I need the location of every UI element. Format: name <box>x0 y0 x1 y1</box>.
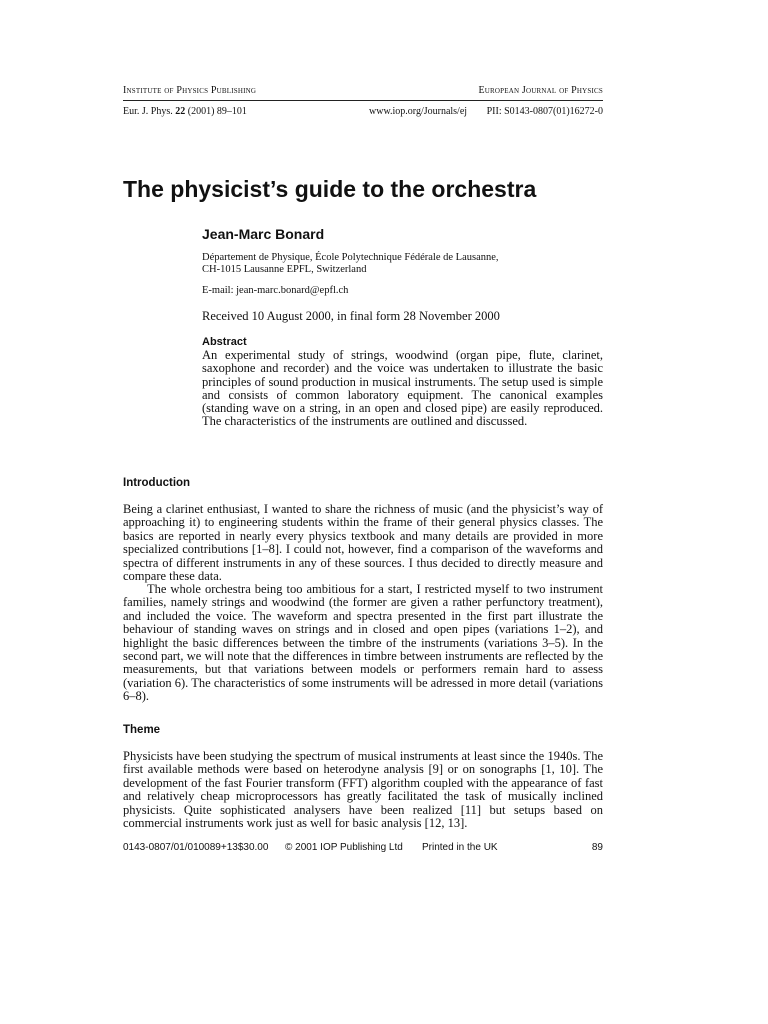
introduction-heading: Introduction <box>123 477 191 489</box>
received-dates: Received 10 August 2000, in final form 28 November 2000 <box>202 309 500 323</box>
footer-printed: Printed in the UK <box>422 842 498 853</box>
journal-url[interactable]: www.iop.org/Journals/ej <box>369 106 468 117</box>
citation <box>123 106 247 117</box>
journal-name: European Journal of Physics <box>478 85 603 96</box>
theme-paragraph-1: Physicists have been studying the spectrum of musical instruments at least since the 1940s. The first available methods were based on heterodyne analysis [9] or on sonographs [1, 10]. The development of the fast Fourier transform (FFT) algorithm coupled with the appearance of fast and relatively cheap microprocessors has greatly facilitated the task of musically inclined physicists. Quite sophisticated analysers have been realized [11] but setups based on commercial instruments work just as well for basic analysis [12, 13]. <box>123 749 603 831</box>
citation-volume: 22 <box>175 106 186 117</box>
author-name: Jean-Marc Bonard <box>202 226 325 242</box>
page-number: 89 <box>591 842 603 853</box>
article-title: The physicist’s guide to the orchestra <box>123 176 537 202</box>
footer-code: 0143-0807/01/010089+13$30.00 <box>123 842 269 853</box>
citation-suffix: (2001) 89–101 <box>185 106 247 117</box>
citation-prefix: Eur. J. Phys. <box>123 106 176 117</box>
pii: PII: S0143-0807(01)16272-0 <box>486 106 603 117</box>
affiliation-line-1: Département de Physique, École Polytechnique Fédérale de Lausanne, <box>202 252 499 263</box>
introduction-paragraph-1: Being a clarinet enthusiast, I wanted to share the richness of music (and the physicist’s way of approaching it) to engineering students within the frame of their general physics classes. The basics are reported in nearly every physics textbook and many details are provided in more specialized contributions [1–8]. I could not, however, find a comparison of the waveforms and spectra of different instruments in any of these sources. I thus decided to directly measure and compare these data. <box>123 502 603 584</box>
abstract-heading: Abstract <box>202 336 247 348</box>
abstract-text: An experimental study of strings, woodwind (organ pipe, flute, clarinet, saxophone and recorder) and the voice was undertaken to illustrate the basic principles of sound production in musical instruments. The setup used is simple and consists of common laboratory equipment. The canonical examples (standing wave on a string, in an open and closed pipe) are easily reproduced. The characteristics of the instruments are outlined and discussed. <box>202 348 603 429</box>
author-email[interactable]: E-mail: jean-marc.bonard@epfl.ch <box>202 285 349 296</box>
publisher-name: Institute of Physics Publishing <box>123 85 257 96</box>
header-rule <box>123 100 603 101</box>
theme-heading: Theme <box>123 724 161 736</box>
introduction-paragraph-2: The whole orchestra being too ambitious for a start, I restricted myself to two instrument families, namely strings and woodwind (the former are given a rather perfunctory treatment), and included the voice. The waveform and spectra presented in the first part illustrate the behaviour of standing waves on strings and in closed and open pipes (variations 1–2), and highlight the basic differences between the timbre of the instruments (variations 3–5). In the second part, we will note that the differences in timbre between instruments are reflected by the measurements, but that variations between models or performers remain hard to assess (variation 6). The characteristics of some instruments will be adressed in more detail (variations 6–8). <box>123 582 603 704</box>
affiliation-line-2: CH-1015 Lausanne EPFL, Switzerland <box>202 264 367 275</box>
footer-copyright: © 2001 IOP Publishing Ltd <box>285 842 403 853</box>
